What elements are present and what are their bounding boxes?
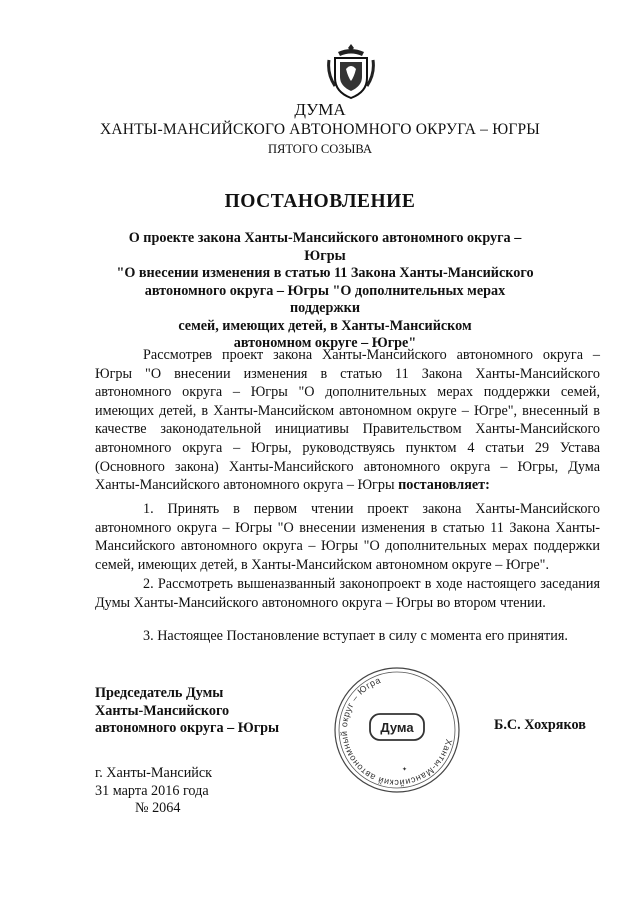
item-3-paragraph: 3. Настоящее Постановление вступает в силу с момента его принятия. <box>143 628 568 644</box>
resolves-word: постановляет: <box>398 477 490 494</box>
item-1-paragraph: 1. Принять в первом чтении проект закона Ханты-Мансийского автономного округа – Югры "О внесении изменения в статью 11 Закона Ханты-Мансийского автономного округа – Югры "О дополнительных мерах поддержки семей, имеющих детей, в Ханты-Мансийском автономном округе – Югре". <box>95 501 600 573</box>
subject-line: семей, имеющих детей, в Ханты-Мансийском <box>178 317 472 334</box>
preamble-text: Рассмотрев проект закона Ханты-Мансийского автономного округа – Югры "О внесении изменения в статью 11 Закона Ханты-Мансийского автономного округа – Югры "О дополнительных мерах поддержки семей, имеющих детей, в Ханты-Мансийском автономном округе – Югре", внесенный в качестве законодательной инициативы Правительством Ханты-Мансийского автономного округа – Югры, руководствуясь пунктом 4 статьи 29 Устава (Основного закона) Ханты-Мансийского автономного округа – Югры, Дума Ханты-Мансийского автономного округа – Югры <box>95 347 600 494</box>
stamp-ring-text: Ханты-Мансийский автономный округ – Югра <box>338 674 455 789</box>
document-footer <box>95 765 212 818</box>
svg-text:✦: ✦ <box>402 767 408 773</box>
signatory-position <box>95 685 335 738</box>
subject-line: автономном округе – Югре" <box>233 335 417 351</box>
official-stamp <box>332 665 462 795</box>
preamble-paragraph <box>95 346 600 495</box>
position-line: Ханты-Мансийского <box>95 702 230 719</box>
document-subject <box>110 230 540 353</box>
header-convocation: ПЯТОГО СОЗЫВА <box>267 142 373 156</box>
coat-of-arms-emblem <box>326 42 376 100</box>
position-line: автономного округа – Югры <box>95 720 280 736</box>
document-title: ПОСТАНОВЛЕНИЕ <box>224 191 416 212</box>
subject-line: автономного округа – Югры "О дополнительных мерах поддержки <box>144 282 506 316</box>
date: 31 марта 2016 года <box>95 782 209 799</box>
header-okrug: ХАНТЫ-МАНСИЙСКОГО АВТОНОМНОГО ОКРУГА – ЮГРЫ <box>99 121 541 138</box>
position-line: Председатель Думы <box>95 685 224 701</box>
signatory-name: Б.С. Хохряков <box>494 717 586 733</box>
subject-line: "О внесении изменения в статью 11 Закона Ханты-Мансийского <box>116 265 534 281</box>
document-number: № 2064 <box>135 800 181 816</box>
header-duma: ДУМА <box>294 100 346 119</box>
subject-line: О проекте закона Ханты-Мансийского автономного округа – Югры <box>128 230 522 264</box>
stamp-center-text: Дума <box>380 720 414 735</box>
item-2-paragraph: 2. Рассмотреть вышеназванный законопроект в ходе настоящего заседания Думы Ханты-Мансийского автономного округа – Югры во втором чтении. <box>95 576 600 611</box>
city: г. Ханты-Мансийск <box>95 765 213 781</box>
